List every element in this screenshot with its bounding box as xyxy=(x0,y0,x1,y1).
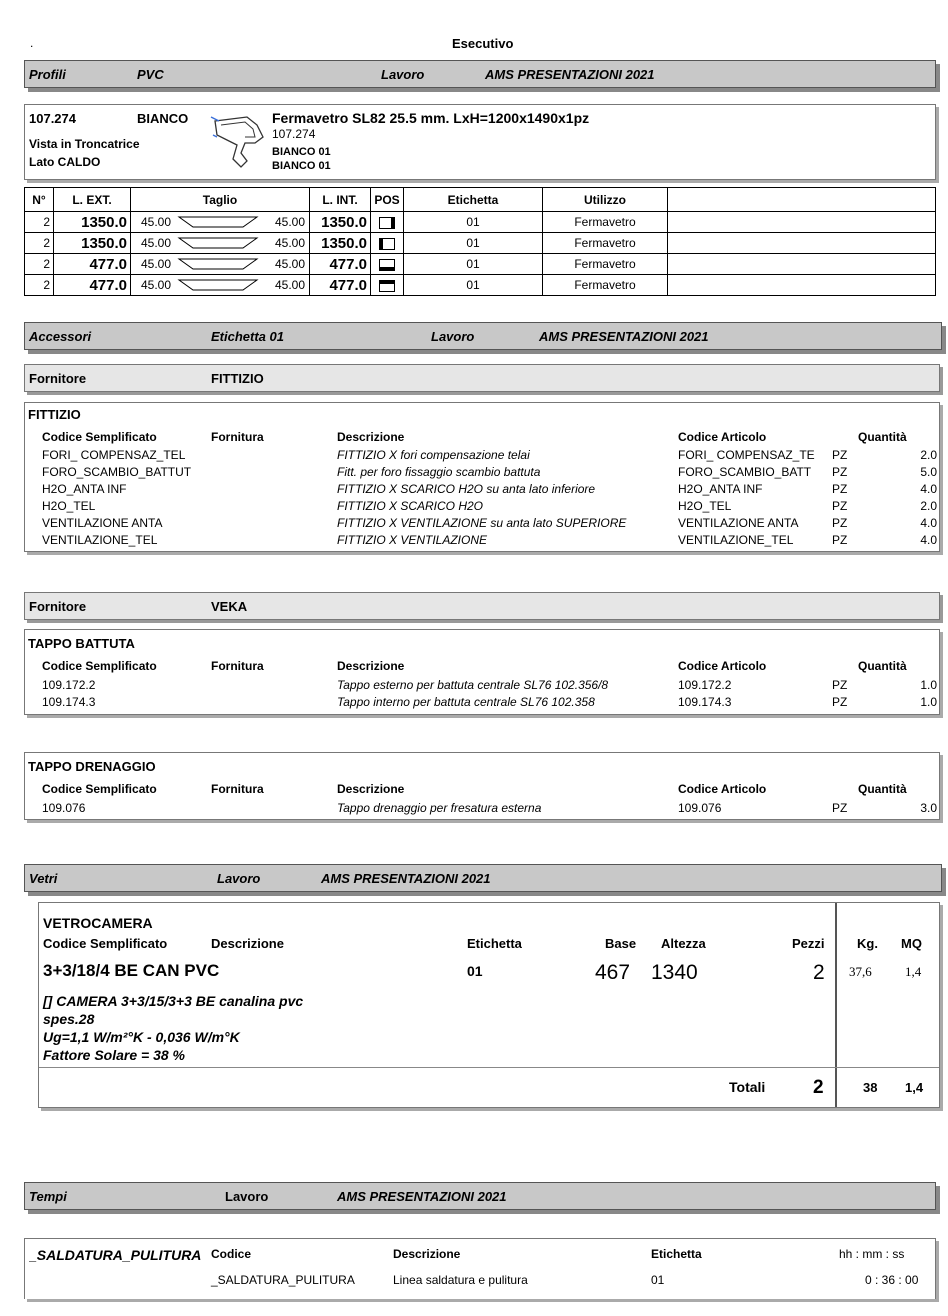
accessori-label: Accessori xyxy=(29,329,92,344)
tempi-h-descrizione: Descrizione xyxy=(393,1247,461,1261)
profili-label: Profili xyxy=(29,67,66,82)
tempi-lavoro-label: Lavoro xyxy=(225,1189,269,1204)
cut-n: 2 xyxy=(25,275,54,296)
acc-quantita: 4.0 xyxy=(920,533,937,547)
vetri-base: 467 xyxy=(595,961,631,984)
cut-row xyxy=(25,275,936,296)
cut-row xyxy=(25,254,936,275)
acc-descrizione: FITTIZIO X SCARICO H2O su anta lato inferiore xyxy=(337,482,596,496)
col-taglio: Taglio xyxy=(131,188,310,212)
acc-codice: FORI_ COMPENSAZ_TEL xyxy=(42,448,186,462)
cut-trapezoid-icon xyxy=(177,278,259,292)
group-title: TAPPO DRENAGGIO xyxy=(28,759,156,774)
tempi-codice: _SALDATURA_PULITURA xyxy=(211,1273,355,1287)
vetri-tot-mq: 1,4 xyxy=(905,1080,924,1095)
cut-row xyxy=(25,233,936,254)
profile-box xyxy=(24,104,936,180)
acc-codice: 109.174.3 xyxy=(42,695,96,709)
vetri-title: VETROCAMERA xyxy=(43,915,153,931)
tempi-group: _SALDATURA_PULITURA xyxy=(29,1247,202,1263)
cut-pos xyxy=(371,275,404,296)
acc-descrizione: Tappo interno per battuta centrale SL76 102.358 xyxy=(337,695,595,709)
h-articolo: Codice Articolo xyxy=(678,430,767,444)
fornitore-fittizio-bar xyxy=(24,364,940,392)
col-lext: L. EXT. xyxy=(54,188,131,212)
acc-quantita: 2.0 xyxy=(920,448,937,462)
acc-codice: VENTILAZIONE ANTA xyxy=(42,516,163,530)
vetri-header xyxy=(24,864,942,892)
pos-top-icon xyxy=(379,280,395,292)
cut-lint: 477.0 xyxy=(310,254,371,275)
cut-taglio xyxy=(131,254,310,275)
cut-n: 2 xyxy=(25,254,54,275)
cut-lint: 477.0 xyxy=(310,275,371,296)
fornitore-name: FITTIZIO xyxy=(211,371,264,386)
accessori-lavoro-label: Lavoro xyxy=(431,329,475,344)
group-tappo-battuta xyxy=(24,629,940,715)
tempi-time: 0 : 36 : 00 xyxy=(865,1273,919,1287)
cut-angle-2: 45.00 xyxy=(274,257,305,271)
acc-articolo: FORO_SCAMBIO_BATT xyxy=(678,465,812,479)
cut-etichetta: 01 xyxy=(404,254,543,275)
vetri-etichetta: 01 xyxy=(467,963,483,979)
vetri-desc-1: [] CAMERA 3+3/15/3+3 BE canalina pvc xyxy=(43,993,304,1009)
cut-angle-1: 45.00 xyxy=(141,257,172,271)
profili-lavoro: AMS PRESENTAZIONI 2021 xyxy=(485,67,655,82)
cut-lext: 1350.0 xyxy=(54,212,131,233)
vetri-h-base: Base xyxy=(605,936,637,951)
vetri-lavoro: AMS PRESENTAZIONI 2021 xyxy=(321,871,491,886)
doc-marker: . xyxy=(30,36,34,50)
col-etichetta: Etichetta xyxy=(404,188,543,212)
h-codice: Codice Semplificato xyxy=(42,430,157,444)
acc-um: PZ xyxy=(832,678,848,692)
h-articolo: Codice Articolo xyxy=(678,659,767,673)
profili-type: PVC xyxy=(137,67,164,82)
acc-um: PZ xyxy=(832,482,848,496)
acc-articolo: 109.076 xyxy=(678,801,722,815)
col-utilizzo: Utilizzo xyxy=(543,188,668,212)
vetri-kg: 37,6 xyxy=(849,964,872,979)
vetri-box xyxy=(38,902,940,1108)
cut-utilizzo: Fermavetro xyxy=(543,275,668,296)
cut-taglio xyxy=(131,275,310,296)
acc-quantita: 4.0 xyxy=(920,482,937,496)
cut-utilizzo: Fermavetro xyxy=(543,233,668,254)
vetri-divider xyxy=(835,903,837,1107)
cut-lext: 477.0 xyxy=(54,254,131,275)
group-col-headers xyxy=(25,659,939,675)
pos-right-icon xyxy=(379,217,395,229)
acc-articolo: VENTILAZIONE_TEL xyxy=(678,533,794,547)
acc-articolo: H2O_ANTA INF xyxy=(678,482,763,496)
acc-codice: H2O_TEL xyxy=(42,499,96,513)
h-codice: Codice Semplificato xyxy=(42,659,157,673)
acc-descrizione: FITTIZIO X SCARICO H2O xyxy=(337,499,484,513)
accessory-row xyxy=(25,465,939,482)
vetri-totali-line xyxy=(39,1067,939,1068)
vetri-h-altezza: Altezza xyxy=(661,936,706,951)
h-fornitura: Fornitura xyxy=(211,430,264,444)
h-quantita: Quantità xyxy=(858,782,907,796)
cut-etichetta: 01 xyxy=(404,233,543,254)
acc-articolo: FORI_ COMPENSAZ_TE xyxy=(678,448,815,462)
fornitore-label: Fornitore xyxy=(29,599,87,614)
acc-um: PZ xyxy=(832,516,848,530)
cut-taglio xyxy=(131,212,310,233)
cut-etichetta: 01 xyxy=(404,212,543,233)
acc-um: PZ xyxy=(832,533,848,547)
vetri-h-kg: Kg. xyxy=(857,936,878,951)
cut-empty xyxy=(668,233,936,254)
cut-angle-2: 45.00 xyxy=(274,236,305,250)
cut-angle-1: 45.00 xyxy=(141,215,172,229)
h-fornitura: Fornitura xyxy=(211,659,264,673)
profile-code: 107.274 xyxy=(29,111,76,126)
accessory-row xyxy=(25,482,939,499)
h-fornitura: Fornitura xyxy=(211,782,264,796)
acc-um: PZ xyxy=(832,499,848,513)
tempi-header xyxy=(24,1182,936,1210)
group-tappo-drenaggio xyxy=(24,752,940,820)
cut-pos xyxy=(371,212,404,233)
profile-color-1: BIANCO 01 xyxy=(272,146,331,158)
tempi-label: Tempi xyxy=(29,1189,67,1204)
cut-pos xyxy=(371,233,404,254)
group-rows xyxy=(25,448,939,550)
acc-codice: H2O_ANTA INF xyxy=(42,482,127,496)
h-descrizione: Descrizione xyxy=(337,782,405,796)
tempi-etichetta: 01 xyxy=(651,1273,665,1287)
group-col-headers xyxy=(25,782,939,798)
accessori-etichetta: Etichetta 01 xyxy=(211,329,284,344)
profile-sub-code: 107.274 xyxy=(272,127,316,141)
acc-quantita: 2.0 xyxy=(920,499,937,513)
vetri-mq: 1,4 xyxy=(905,964,922,979)
accessory-row xyxy=(25,516,939,533)
cuts-table xyxy=(24,187,936,296)
vetri-totali-label: Totali xyxy=(729,1079,766,1095)
vetri-h-descrizione: Descrizione xyxy=(211,936,284,951)
cut-lext: 477.0 xyxy=(54,275,131,296)
accessory-row xyxy=(25,448,939,465)
h-codice: Codice Semplificato xyxy=(42,782,157,796)
fornitore-veka-bar xyxy=(24,592,940,620)
accessory-row xyxy=(25,533,939,550)
profile-title: Fermavetro SL82 25.5 mm. LxH=1200x1490x1pz xyxy=(272,110,590,126)
vetri-lavoro-label: Lavoro xyxy=(217,871,261,886)
cut-n: 2 xyxy=(25,212,54,233)
fornitore-name: VEKA xyxy=(211,599,248,614)
pos-left-icon xyxy=(379,238,395,250)
profile-lato: Lato CALDO xyxy=(29,155,101,169)
acc-articolo: 109.172.2 xyxy=(678,678,732,692)
acc-descrizione: FITTIZIO X VENTILAZIONE su anta lato SUPERIORE xyxy=(337,516,627,530)
tempi-h-codice: Codice xyxy=(211,1247,252,1261)
vetri-h-etichetta: Etichetta xyxy=(467,936,522,951)
cut-pos xyxy=(371,254,404,275)
acc-codice: FORO_SCAMBIO_BATTUT xyxy=(42,465,192,479)
acc-articolo: 109.174.3 xyxy=(678,695,732,709)
accessori-lavoro: AMS PRESENTAZIONI 2021 xyxy=(539,329,709,344)
cut-lext: 1350.0 xyxy=(54,233,131,254)
cut-empty xyxy=(668,212,936,233)
group-rows xyxy=(25,678,939,712)
vetri-label: Vetri xyxy=(29,871,58,886)
col-pos: POS xyxy=(371,188,404,212)
acc-um: PZ xyxy=(832,695,848,709)
tempi-lavoro: AMS PRESENTAZIONI 2021 xyxy=(337,1189,507,1204)
h-descrizione: Descrizione xyxy=(337,430,405,444)
acc-codice: VENTILAZIONE_TEL xyxy=(42,533,158,547)
cut-lint: 1350.0 xyxy=(310,212,371,233)
page-title: Esecutivo xyxy=(452,36,514,51)
group-fittizio xyxy=(24,402,940,552)
cut-trapezoid-icon xyxy=(177,236,259,250)
col-n: N° xyxy=(25,188,54,212)
acc-codice: 109.172.2 xyxy=(42,678,96,692)
vetri-codice: 3+3/18/4 BE CAN PVC xyxy=(43,961,220,980)
acc-quantita: 1.0 xyxy=(920,695,937,709)
cut-lint: 1350.0 xyxy=(310,233,371,254)
cut-angle-2: 45.00 xyxy=(274,215,305,229)
h-quantita: Quantità xyxy=(858,430,907,444)
cut-angle-1: 45.00 xyxy=(141,236,172,250)
cut-empty xyxy=(668,254,936,275)
vetri-pezzi: 2 xyxy=(813,961,825,984)
cut-taglio xyxy=(131,233,310,254)
tempi-h-time: hh : mm : ss xyxy=(839,1247,905,1261)
cut-trapezoid-icon xyxy=(177,257,259,271)
tempi-descrizione: Linea saldatura e pulitura xyxy=(393,1273,528,1287)
acc-quantita: 3.0 xyxy=(920,801,937,815)
acc-quantita: 1.0 xyxy=(920,678,937,692)
acc-um: PZ xyxy=(832,801,848,815)
col-lint: L. INT. xyxy=(310,188,371,212)
accessory-row xyxy=(25,499,939,516)
group-title: TAPPO BATTUTA xyxy=(28,636,135,651)
vetri-altezza: 1340 xyxy=(651,961,698,984)
acc-quantita: 5.0 xyxy=(920,465,937,479)
acc-descrizione: Fitt. per foro fissaggio scambio battuta xyxy=(337,465,541,479)
cut-n: 2 xyxy=(25,233,54,254)
cut-angle-1: 45.00 xyxy=(141,278,172,292)
cut-utilizzo: Fermavetro xyxy=(543,212,668,233)
acc-um: PZ xyxy=(832,448,848,462)
accessory-row xyxy=(25,695,939,712)
pos-bottom-icon xyxy=(379,259,395,271)
acc-descrizione: Tappo drenaggio per fresatura esterna xyxy=(337,801,542,815)
acc-quantita: 4.0 xyxy=(920,516,937,530)
profile-section-icon xyxy=(207,109,277,173)
vetri-h-pezzi: Pezzi xyxy=(792,936,825,951)
profile-vista: Vista in Troncatrice xyxy=(29,137,140,151)
cut-row xyxy=(25,212,936,233)
col-empty xyxy=(668,188,936,212)
acc-articolo: VENTILAZIONE ANTA xyxy=(678,516,799,530)
vetri-tot-pezzi: 2 xyxy=(813,1077,824,1098)
vetri-desc-3: Ug=1,1 W/m²°K - 0,036 W/m°K xyxy=(43,1029,240,1045)
acc-codice: 109.076 xyxy=(42,801,86,815)
vetri-desc-2: spes.28 xyxy=(43,1011,95,1027)
h-descrizione: Descrizione xyxy=(337,659,405,673)
group-col-headers xyxy=(25,430,939,446)
vetri-h-mq: MQ xyxy=(901,936,922,951)
group-title: FITTIZIO xyxy=(28,407,81,422)
profili-header xyxy=(24,60,936,88)
vetri-h-codice: Codice Semplificato xyxy=(43,936,168,951)
acc-articolo: H2O_TEL xyxy=(678,499,732,513)
acc-descrizione: Tappo esterno per battuta centrale SL76 102.356/8 xyxy=(337,678,609,692)
vetri-tot-kg: 38 xyxy=(863,1080,878,1095)
h-quantita: Quantità xyxy=(858,659,907,673)
profili-lavoro-label: Lavoro xyxy=(381,67,425,82)
cut-utilizzo: Fermavetro xyxy=(543,254,668,275)
cut-angle-2: 45.00 xyxy=(274,278,305,292)
accessory-row xyxy=(25,678,939,695)
accessori-header xyxy=(24,322,942,350)
h-articolo: Codice Articolo xyxy=(678,782,767,796)
profile-color: BIANCO xyxy=(137,111,189,126)
tempi-box xyxy=(24,1238,936,1299)
acc-um: PZ xyxy=(832,465,848,479)
profile-color-2: BIANCO 01 xyxy=(272,160,331,172)
accessory-row xyxy=(25,801,939,818)
cut-empty xyxy=(668,275,936,296)
cut-etichetta: 01 xyxy=(404,275,543,296)
fornitore-label: Fornitore xyxy=(29,371,87,386)
vetri-desc-4: Fattore Solare = 38 % xyxy=(43,1047,186,1063)
cut-trapezoid-icon xyxy=(177,215,259,229)
tempi-h-etichetta: Etichetta xyxy=(651,1247,702,1261)
acc-descrizione: FITTIZIO X VENTILAZIONE xyxy=(337,533,488,547)
acc-descrizione: FITTIZIO X fori compensazione telai xyxy=(337,448,530,462)
group-rows xyxy=(25,801,939,818)
